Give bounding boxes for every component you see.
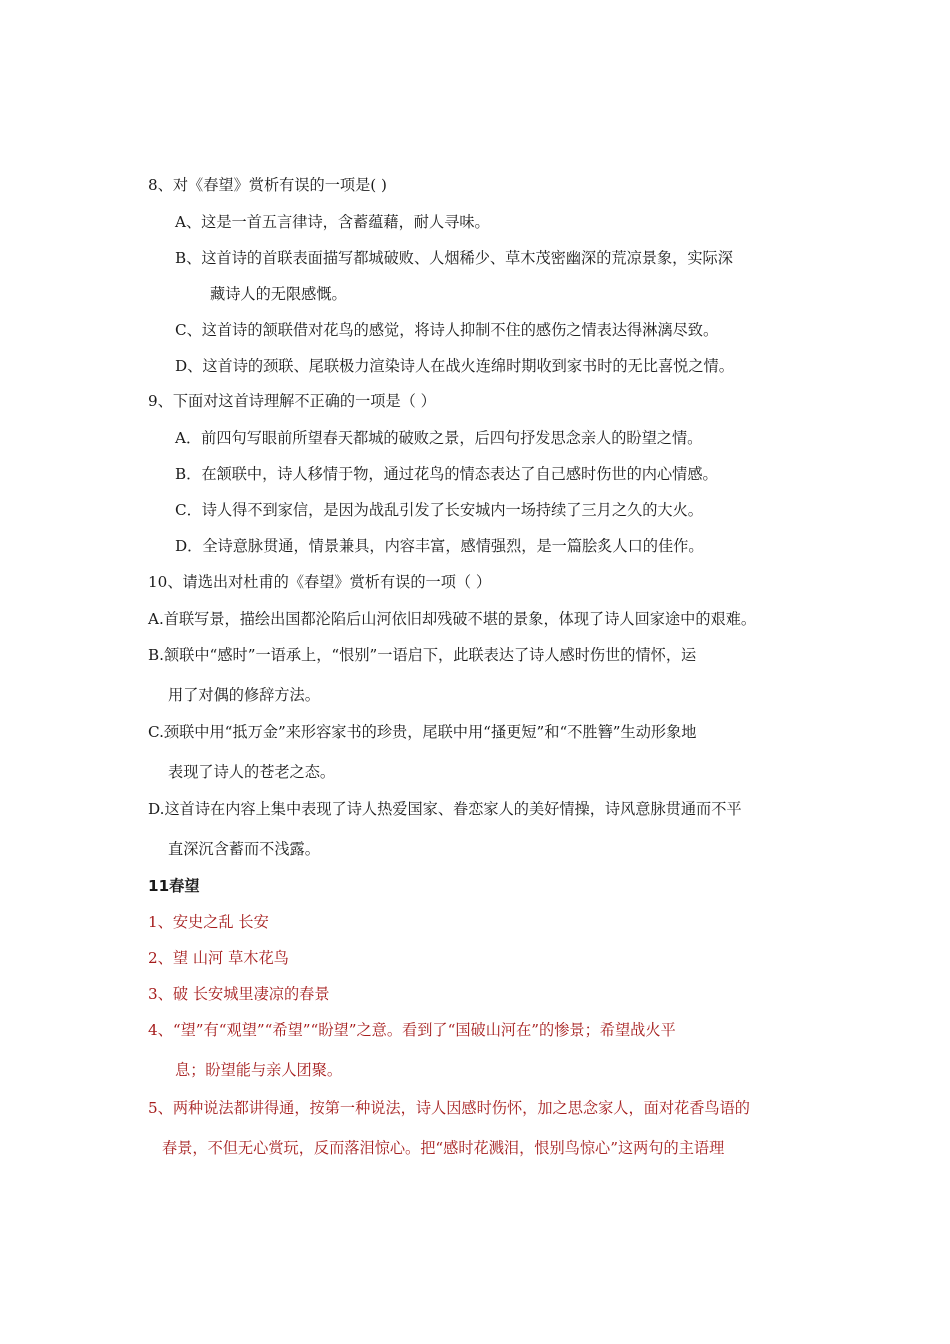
q9-option-b: B．在颔联中，诗人移情于物，通过花鸟的情态表达了自己感时伤世的内心情感。 xyxy=(175,465,718,483)
q10-stem: 10、请选出对杜甫的《春望》赏析有误的一项（ ） xyxy=(148,573,492,591)
q8-option-b-line2: 藏诗人的无限感慨。 xyxy=(210,285,347,303)
q9-stem: 9、下面对这首诗理解不正确的一项是（ ） xyxy=(148,392,436,410)
q10-option-a: A.首联写景，描绘出国都沦陷后山河依旧却残破不堪的景象，体现了诗人回家途中的艰难。 xyxy=(148,610,757,628)
q9-option-d: D．全诗意脉贯通，情景兼具，内容丰富，感情强烈，是一篇脍炙人口的佳作。 xyxy=(175,537,704,555)
q9-option-c: C．诗人得不到家信，是因为战乱引发了长安城内一场持续了三月之久的大火。 xyxy=(175,501,703,519)
q10-option-d-line1: D.这首诗在内容上集中表现了诗人热爱国家、眷恋家人的美好情操，诗风意脉贯通而不平 xyxy=(148,800,742,818)
answer-2: 2、望 山河 草木花鸟 xyxy=(148,949,289,967)
answers-heading: 11春望 xyxy=(148,877,200,895)
answer-4-line2: 息；盼望能与亲人团聚。 xyxy=(175,1061,343,1079)
q10-option-c-line2: 表现了诗人的苍老之态。 xyxy=(168,763,336,781)
q8-option-a: A、这是一首五言律诗，含蓄蕴藉，耐人寻味。 xyxy=(175,213,490,231)
q8-stem: 8、对《春望》赏析有误的一项是( ) xyxy=(148,176,387,194)
q8-option-b-line1: B、这首诗的首联表面描写都城破败、人烟稀少、草木茂密幽深的荒凉景象，实际深 xyxy=(175,249,733,267)
answer-3: 3、破 长安城里凄凉的春景 xyxy=(148,985,330,1003)
answer-1: 1、安史之乱 长安 xyxy=(148,913,269,931)
answer-5-line2: 春景，不但无心赏玩，反而落泪惊心。把“感时花溅泪，恨别鸟惊心”这两句的主语理 xyxy=(162,1139,725,1157)
q8-option-d: D、这首诗的颈联、尾联极力渲染诗人在战火连绵时期收到家书时的无比喜悦之情。 xyxy=(175,357,734,375)
q8-option-c: C、这首诗的颔联借对花鸟的感觉，将诗人抑制不住的感伤之情表达得淋漓尽致。 xyxy=(175,321,719,339)
q9-option-a: A．前四句写眼前所望春天都城的破败之景，后四句抒发思念亲人的盼望之情。 xyxy=(175,429,703,447)
answer-4-line1: 4、“望”有“观望”“希望”“盼望”之意。看到了“国破山河在”的惨景；希望战火平 xyxy=(148,1021,676,1039)
answer-5-line1: 5、两种说法都讲得通，按第一种说法，诗人因感时伤怀，加之思念家人，面对花香鸟语的 xyxy=(148,1099,750,1117)
q10-option-b-line1: B.颔联中“感时”一语承上，“恨别”一语启下，此联表达了诗人感时伤世的情怀，运 xyxy=(148,646,697,664)
q10-option-b-line2: 用了对偶的修辞方法。 xyxy=(168,686,320,704)
q10-option-c-line1: C.颈联中用“抵万金”来形容家书的珍贵，尾联中用“搔更短”和“不胜簪”生动形象地 xyxy=(148,723,697,741)
q10-option-d-line2: 直深沉含蓄而不浅露。 xyxy=(168,840,320,858)
